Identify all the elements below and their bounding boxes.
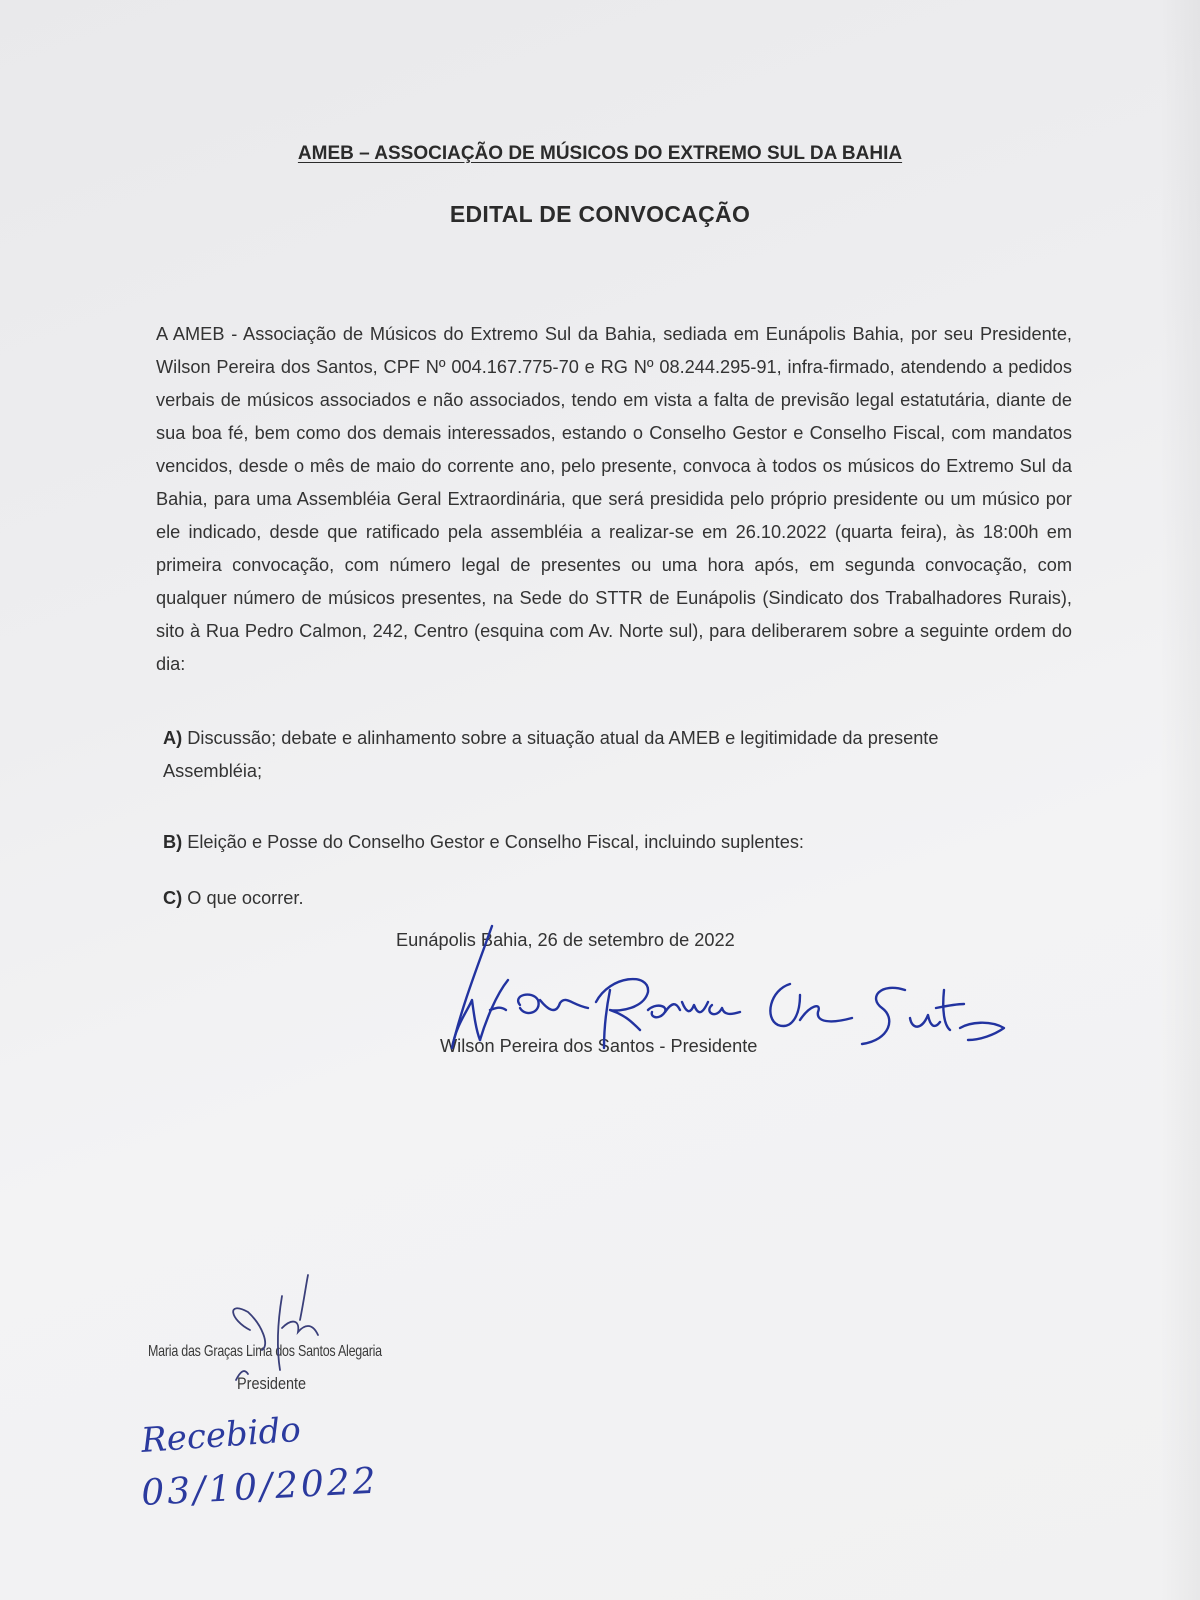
place-and-date: Eunápolis Bahia, 26 de setembro de 2022 bbox=[396, 930, 735, 950]
convocation-body: A AMEB - Associação de Músicos do Extremo Sul da Bahia, sediada em Eunápolis Bahia, por seu Presidente, Wilson Pereira dos Santos, CPF Nº 004.167.775-70 e RG Nº 08.244.295-91, infra-firmado, atendendo a pedidos verbais de músicos associados e não associados, tendo em vista a falta de previsão legal estatutária, diante de sua boa fé, bem como dos demais interessados, estando o Conselho Gestor e Conselho Fiscal, com mandatos vencidos, desde o mês de maio do corrente ano, pelo presente, convoca à todos os músicos do Extremo Sul da Bahia, para uma Assembléia Geral Extraordinária, que será presidida pelo próprio presidente ou um músico por ele indicado, desde que ratificado pela assembléia a realizar-se em 26.10.2022 (quarta feira), às 18:00h em primeira convocação, com número legal de presentes ou uma hora após, em segunda convocação, com qualquer número de músicos presentes, na Sede do STTR de Eunápolis (Sindicato dos Trabalhadores Rurais), sito à Rua Pedro Calmon, 242, Centro (esquina com Av. Norte sul), para deliberarem sobre a seguinte ordem do dia: bbox=[156, 324, 1072, 674]
agenda-text: Discussão; debate e alinhamento sobre a situação atual da AMEB e legitimidade da presente Assembléia; bbox=[163, 728, 939, 781]
received-label: Recebido bbox=[139, 1409, 303, 1461]
signatory-name: Wilson Pereira dos Santos - Presidente bbox=[440, 1036, 758, 1056]
received-date: 03/10/2022 bbox=[140, 1460, 380, 1514]
stamp-name: Maria das Graças Lima dos Santos Alegaria bbox=[148, 1343, 382, 1360]
organization-name: AMEB – ASSOCIAÇÃO DE MÚSICOS DO EXTREMO SUL DA BAHIA bbox=[297, 143, 903, 164]
agenda-text: O que ocorrer. bbox=[187, 888, 304, 908]
stamp-rubric bbox=[233, 1275, 318, 1380]
president-signature bbox=[452, 926, 1004, 1048]
agenda-text: Eleição e Posse do Conselho Gestor e Conselho Fiscal, incluindo suplentes: bbox=[187, 832, 804, 852]
agenda-letter: A) bbox=[163, 728, 183, 748]
agenda-letter: B) bbox=[163, 832, 183, 852]
document-title: EDITAL DE CONVOCAÇÃO bbox=[449, 201, 751, 227]
received-note bbox=[139, 1410, 380, 1514]
stamp-role: Presidente bbox=[237, 1374, 307, 1393]
agenda-letter: C) bbox=[163, 888, 183, 908]
